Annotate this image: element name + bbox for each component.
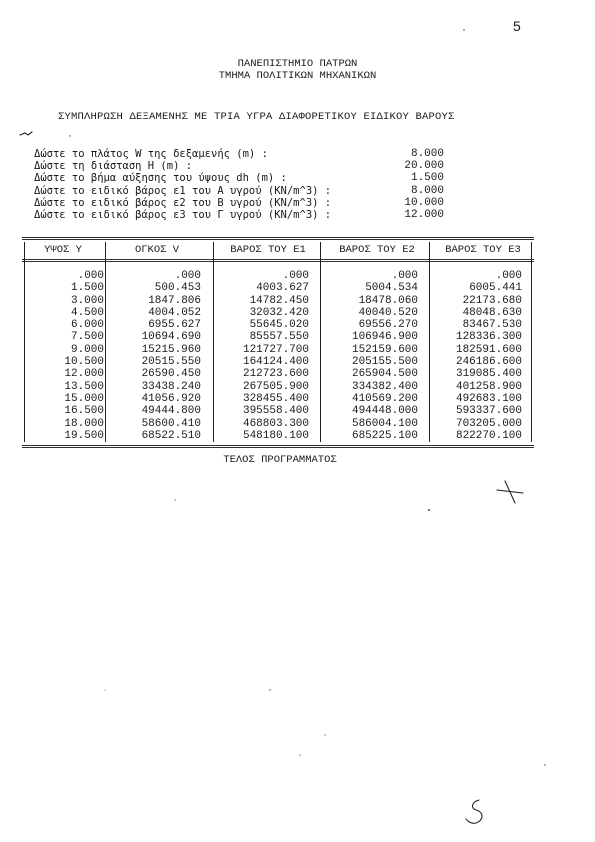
table-cell: 20515.550 bbox=[141, 356, 201, 369]
end-of-program-label: ΤΕΛΟΣ ΠΡΟΓΡΑΜΜΑΤΟΣ bbox=[223, 454, 337, 466]
table-cell: 7.500 bbox=[70, 331, 104, 344]
table-cell: 4004.052 bbox=[148, 306, 201, 319]
param-label: Δώστε το ειδικό βάρος ε1 του Α υγρού (KN/m^3) : bbox=[34, 184, 332, 197]
table-cell: 494448.000 bbox=[351, 405, 418, 418]
table-cell: 246186.600 bbox=[455, 356, 522, 369]
table-cell: 822270.100 bbox=[455, 429, 522, 442]
table-cell: 12.000 bbox=[64, 368, 104, 381]
table-cell: 328455.400 bbox=[242, 392, 309, 405]
table-cell: 18478.060 bbox=[358, 294, 418, 307]
table-cell: .000 bbox=[77, 270, 104, 282]
table-cell: 500.453 bbox=[154, 282, 201, 295]
header-weight-e3: ΒΑΡΟΣ ΤΟΥ Ε3 bbox=[445, 244, 521, 256]
table-cell: 410569.200 bbox=[351, 392, 418, 405]
table-cell: 40040.520 bbox=[358, 306, 418, 319]
table-cell: 319085.400 bbox=[455, 368, 522, 381]
table-cell: 593337.600 bbox=[455, 405, 522, 418]
page-number: 5 bbox=[513, 18, 521, 34]
table-cell: 49444.800 bbox=[141, 405, 201, 418]
table-cell: 1.500 bbox=[70, 282, 104, 295]
param-label: Δώστε τη διάσταση H (m) : bbox=[34, 160, 193, 173]
table-cell: 4.500 bbox=[70, 306, 104, 319]
table-cell: 106946.900 bbox=[351, 331, 418, 344]
table-cell: 265904.500 bbox=[351, 368, 418, 381]
header-volume-v: ΟΓΚΟΣ V bbox=[134, 244, 180, 256]
table-cell: 395558.400 bbox=[242, 405, 309, 418]
param-label: Δώστε το ειδικό βάρος ε3 του Γ υγρού (KN/m^3) : bbox=[34, 208, 332, 221]
header-weight-e2: ΒΑΡΟΣ ΤΟΥ Ε2 bbox=[339, 244, 415, 256]
header-height-y: ΥΨΟΣ Y bbox=[44, 244, 82, 256]
table-cell: 548180.100 bbox=[242, 429, 309, 442]
table-cell: 182591.600 bbox=[455, 343, 522, 356]
table-cell: 22173.680 bbox=[462, 294, 522, 307]
table-cell: 13.500 bbox=[64, 380, 104, 393]
table-cell: 152159.600 bbox=[351, 343, 418, 356]
table-cell: 83467.530 bbox=[462, 319, 522, 332]
table-cell: 16.500 bbox=[64, 405, 104, 418]
table-cell: 3.000 bbox=[70, 294, 104, 307]
table-cell: 5004.534 bbox=[365, 282, 418, 295]
param-value: 8.000 bbox=[410, 148, 444, 160]
table-cell: 32032.420 bbox=[249, 306, 309, 319]
param-label: Δώστε το βήμα αύξησης του ύψους dh (m) : bbox=[34, 172, 287, 185]
param-value: 8.000 bbox=[410, 184, 444, 197]
param-label: Δώστε το ειδικό βάρος ε2 του Β υγρού (KN/m^3) : bbox=[34, 196, 332, 209]
param-value: 1.500 bbox=[410, 172, 444, 185]
table-cell: 58600.410 bbox=[141, 417, 201, 430]
university-name: ΠΑΝΕΠΙΣΤΗΜΙΟ ΠΑΤΡΩΝ bbox=[237, 58, 358, 70]
table-cell: 586004.100 bbox=[351, 417, 418, 430]
table-cell: 468803.300 bbox=[242, 417, 309, 430]
table-cell: 205155.500 bbox=[351, 356, 418, 369]
param-value: 10.000 bbox=[404, 196, 444, 209]
table-cell: 19.500 bbox=[64, 429, 104, 442]
ink-smudge bbox=[20, 132, 32, 135]
table-cell: 685225.100 bbox=[351, 429, 418, 442]
table-cell: 55645.020 bbox=[249, 319, 309, 332]
table-cell: 48048.630 bbox=[462, 306, 522, 319]
table-cell: 69556.270 bbox=[358, 319, 418, 332]
table-cell: 212723.600 bbox=[242, 368, 309, 381]
param-label: Δώστε το πλάτος W της δεξαμενής (m) : bbox=[34, 148, 268, 160]
table-cell: 128336.300 bbox=[455, 331, 522, 344]
handwritten-initial-mark bbox=[466, 800, 482, 823]
table-cell: 1847.806 bbox=[148, 294, 201, 307]
table-cell: 26590.450 bbox=[141, 368, 201, 381]
table-cell: 85557.550 bbox=[249, 331, 309, 344]
table-cell: 9.000 bbox=[70, 343, 104, 356]
header-weight-e1: ΒΑΡΟΣ ΤΟΥ Ε1 bbox=[230, 244, 306, 256]
table-cell: 121727.700 bbox=[242, 343, 309, 356]
table-cell: .000 bbox=[391, 270, 418, 282]
table-cell: 14782.450 bbox=[249, 294, 309, 307]
table-cell: 492683.100 bbox=[455, 392, 522, 405]
table-cell: 703205.000 bbox=[455, 417, 522, 430]
table-cell: 4003.627 bbox=[256, 282, 309, 295]
department-name: ΤΜΗΜΑ ΠΟΛΙΤΙΚΩΝ ΜΗΧΑΝΙΚΩΝ bbox=[218, 70, 377, 82]
table-cell: 41056.920 bbox=[141, 392, 201, 405]
param-value: 12.000 bbox=[404, 208, 444, 221]
table-cell: 334382.400 bbox=[351, 380, 418, 393]
table-cell: 401258.900 bbox=[455, 380, 522, 393]
table-cell: 10.500 bbox=[64, 356, 104, 369]
table-cell: 15.000 bbox=[64, 392, 104, 405]
table-cell: 15215.960 bbox=[141, 343, 201, 356]
param-value: 20.000 bbox=[404, 160, 444, 173]
table-cell: 10694.690 bbox=[141, 331, 201, 344]
table-cell: .000 bbox=[174, 270, 201, 282]
table-cell: 68522.510 bbox=[141, 429, 201, 442]
table-cell: .000 bbox=[495, 270, 522, 282]
table-cell: 164124.400 bbox=[242, 356, 309, 369]
table-cell: .000 bbox=[282, 270, 309, 282]
table-cell: 33438.240 bbox=[141, 380, 201, 393]
table-cell: 6.000 bbox=[70, 319, 104, 332]
table-cell: 6955.627 bbox=[148, 319, 201, 332]
table-cell: 267505.900 bbox=[242, 380, 309, 393]
table-cell: 6005.441 bbox=[469, 282, 522, 295]
document-title: ΣΥΜΠΛΗΡΩΣΗ ΔΕΞΑΜΕΝΗΣ ΜΕ ΤΡΙΑ ΥΓΡΑ ΔΙΑΦΟΡΕΤΙΚΟΥ ΕΙΔΙΚΟΥ ΒΑΡΟΥΣ bbox=[58, 111, 455, 123]
table-cell: 18.000 bbox=[64, 417, 104, 430]
